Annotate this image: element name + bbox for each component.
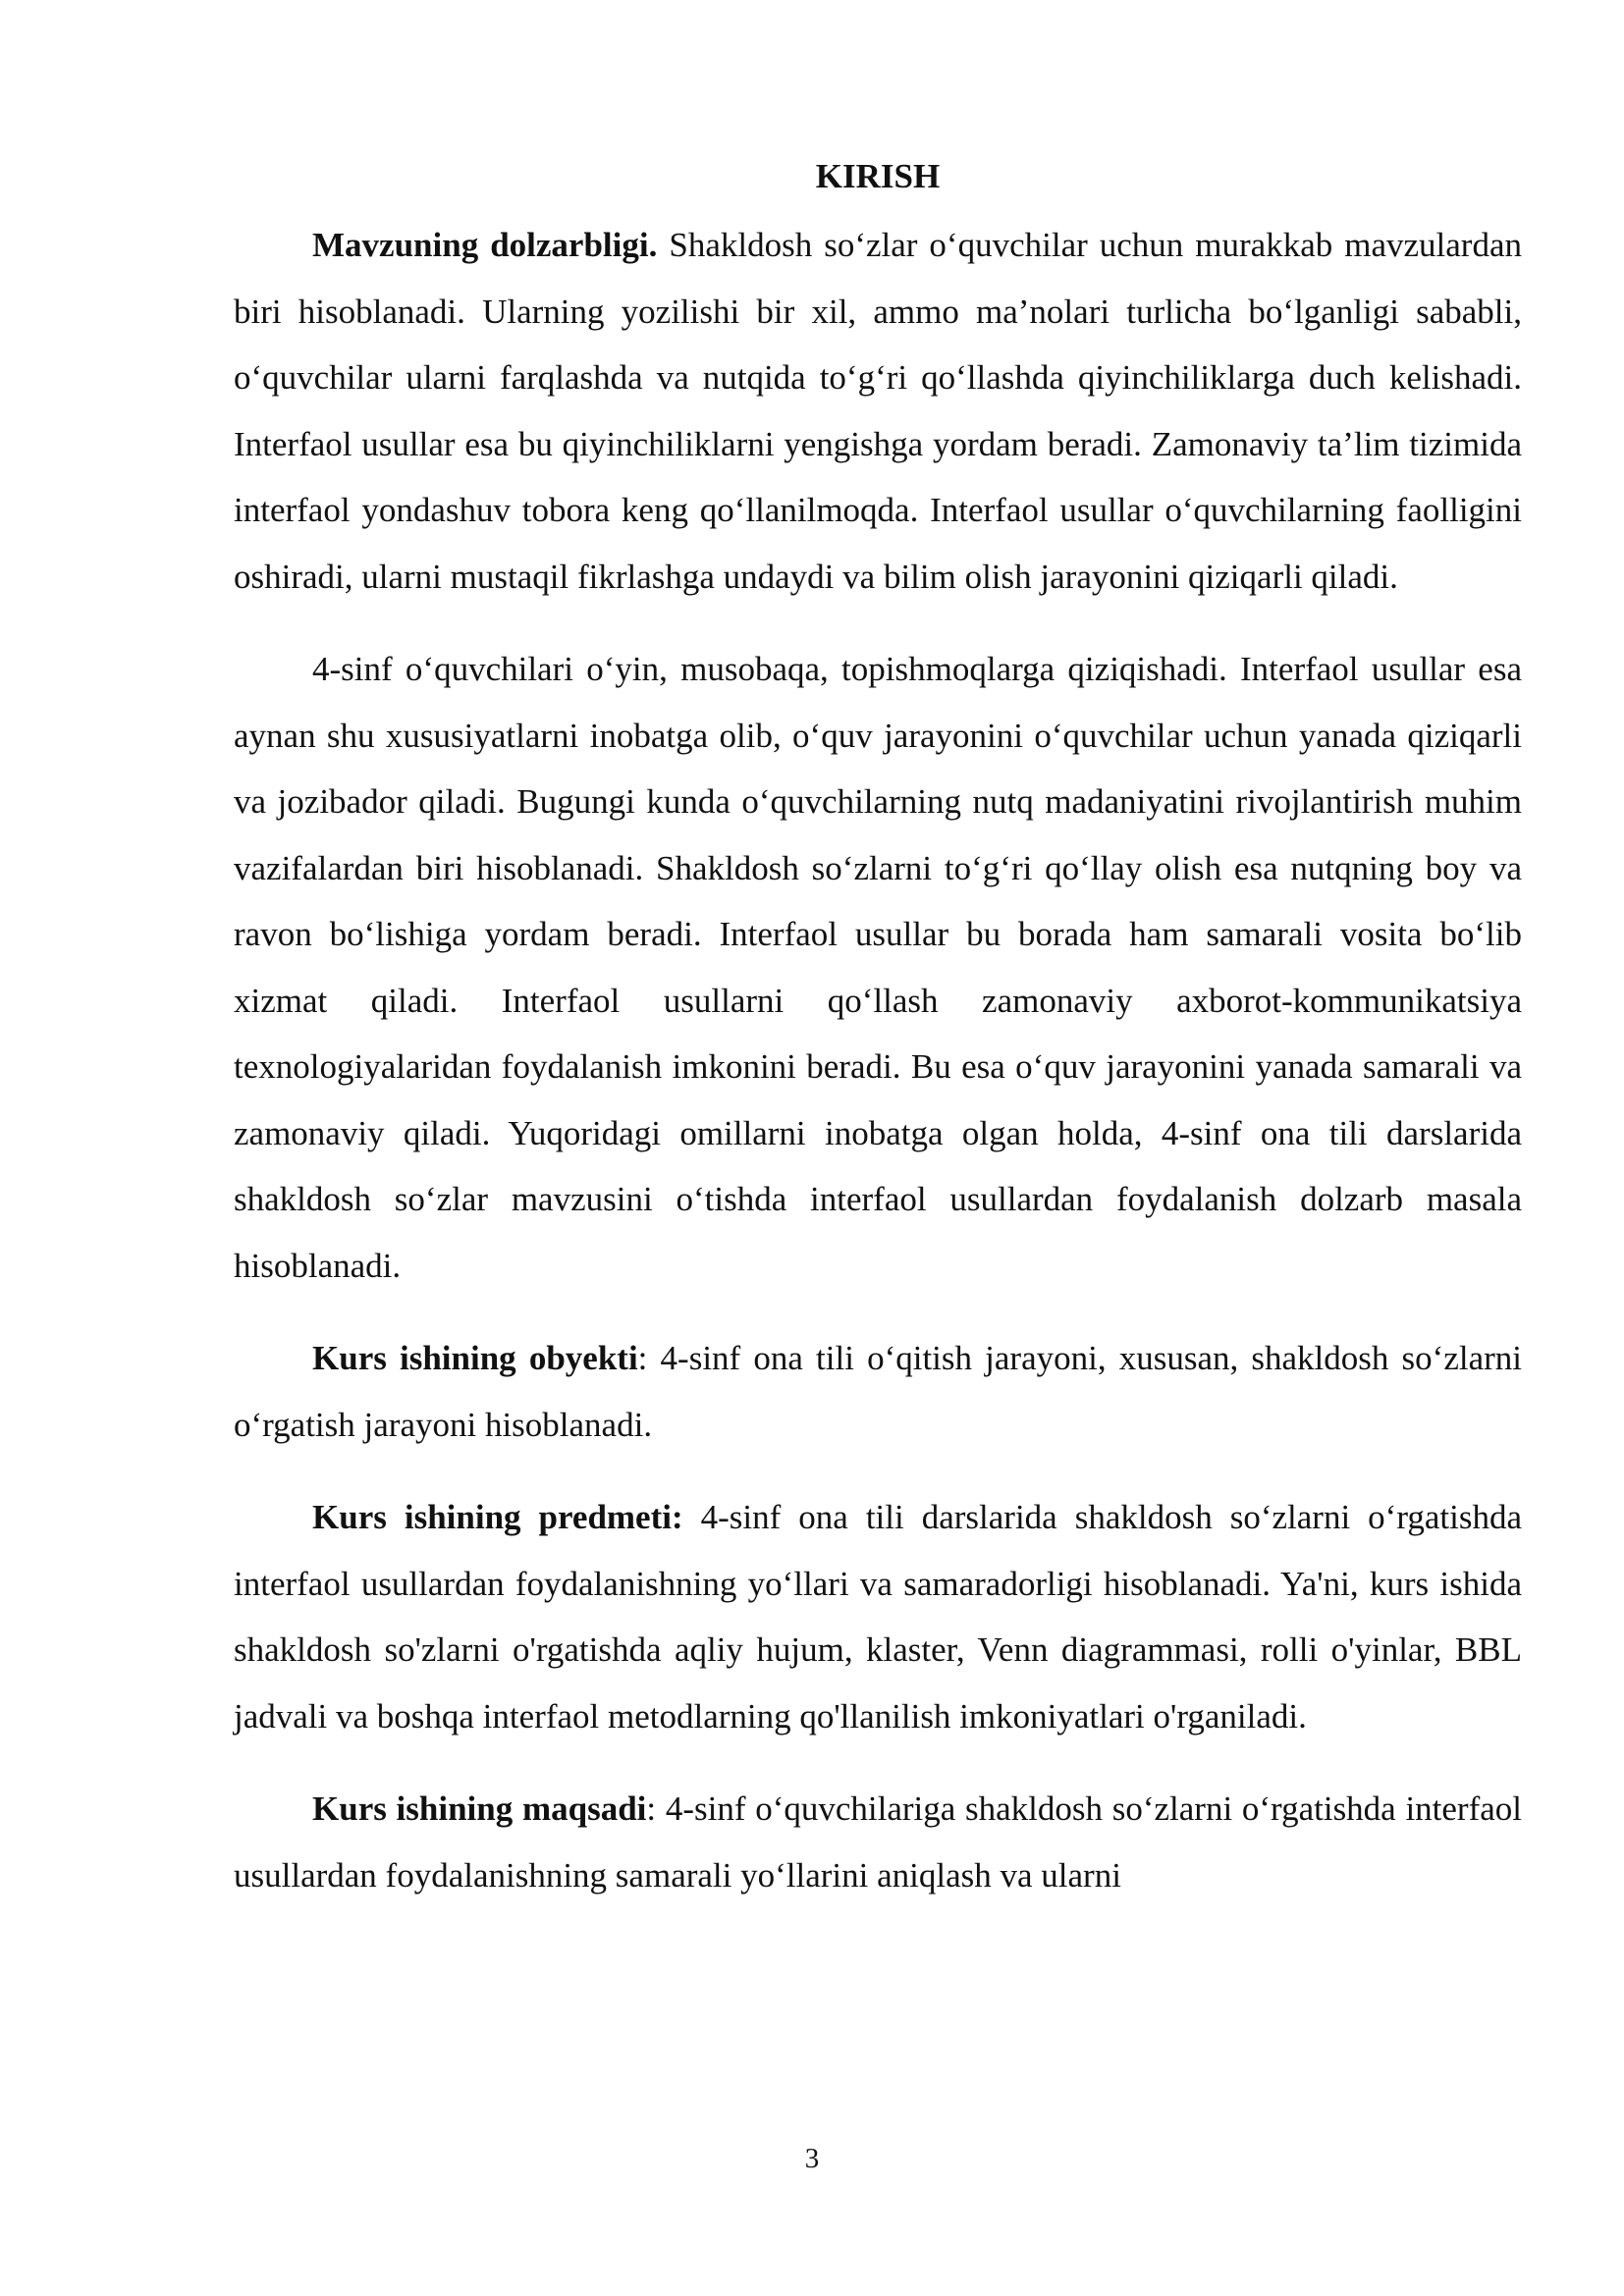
paragraph-lead: Mavzuning dolzarbligi. <box>312 226 658 264</box>
paragraph-context <box>234 636 1522 1299</box>
paragraph-text: 4-sinf ona tili darslarida shakldosh so‘zlarni o‘rgatishda interfaol usullardan foydalanishning yo‘llari va samaradorligi hisoblanadi. Ya'ni, kurs ishida shakldosh so'zlarni o'rgatishda aqliy hujum, klaster, Venn diagrammasi, rolli o'yinlar, BBL jadvali va boshqa interfaol metodlarning qo'llanilish imkoniyatlari o'rganiladi. <box>234 1498 1522 1735</box>
paragraph-lead: Kurs ishining predmeti: <box>312 1498 683 1536</box>
paragraph-goal <box>234 1776 1522 1908</box>
section-heading: KIRISH <box>815 157 941 195</box>
paragraph-text: 4-sinf o‘quvchilari o‘yin, musobaqa, topishmoqlarga qiziqishadi. Interfaol usullar esa aynan shu xususiyatlarni inobatga olib, o‘quv jarayonini o‘quvchilar uchun yanada qiziqarli va jozibador qiladi. Bugungi kunda o‘quvchilarning nutq madaniyatini rivojlantirish muhim vazifalardan biri hisoblanadi. Shakldosh so‘zlarni to‘g‘ri qo‘llay olish esa nutqning boy va ravon bo‘lishiga yordam beradi. Interfaol usullar bu borada ham samarali vosita bo‘lib xizmat qiladi. Interfaol usullarni qo‘llash zamonaviy axborot-kommunikatsiya texnologiyalaridan foydalanish imkonini beradi. Bu esa o‘quv jarayonini yanada samarali va zamonaviy qiladi. Yuqoridagi omillarni inobatga olgan holda, 4-sinf ona tili darslarida shakldosh so‘zlar mavzusini o‘tishda interfaol usullardan foydalanish dolzarb masala hisoblanadi. <box>234 650 1522 1285</box>
paragraph-lead: Kurs ishining maqsadi <box>312 1789 647 1828</box>
page-number: 3 <box>804 2143 820 2174</box>
paragraph-relevance <box>234 212 1522 610</box>
paragraph-object <box>234 1325 1522 1458</box>
paragraph-subject <box>234 1484 1522 1749</box>
document-page <box>234 147 1522 1908</box>
paragraph-text: : 4-sinf ona tili o‘qitish jarayoni, xususan, shakldosh so‘zlarni o‘rgatish jarayoni hisoblanadi. <box>234 1339 1522 1444</box>
paragraph-lead: Kurs ishining obyekti <box>312 1339 638 1377</box>
paragraph-text: Shakldosh so‘zlar o‘quvchilar uchun murakkab mavzulardan biri hisoblanadi. Ularning yozilishi bir xil, ammo ma’nolari turlicha bo‘lganligi sababli, o‘quvchilar ularni farqlashda va nutqida to‘g‘ri qo‘llashda qiyinchiliklarga duch kelishadi. Interfaol usullar esa bu qiyinchiliklarni yengishga yordam beradi. Zamonaviy ta’lim tizimida interfaol yondashuv tobora keng qo‘llanilmoqda. Interfaol usullar o‘quvchilarning faolligini oshiradi, ularni mustaqil fikrlashga undaydi va bilim olish jarayonini qiziqarli qiladi. <box>234 226 1522 596</box>
paragraph-text: : 4-sinf o‘quvchilariga shakldosh so‘zlarni o‘rgatishda interfaol usullardan foydalanishning samarali yo‘llarini aniqlash va ularni <box>234 1789 1522 1895</box>
